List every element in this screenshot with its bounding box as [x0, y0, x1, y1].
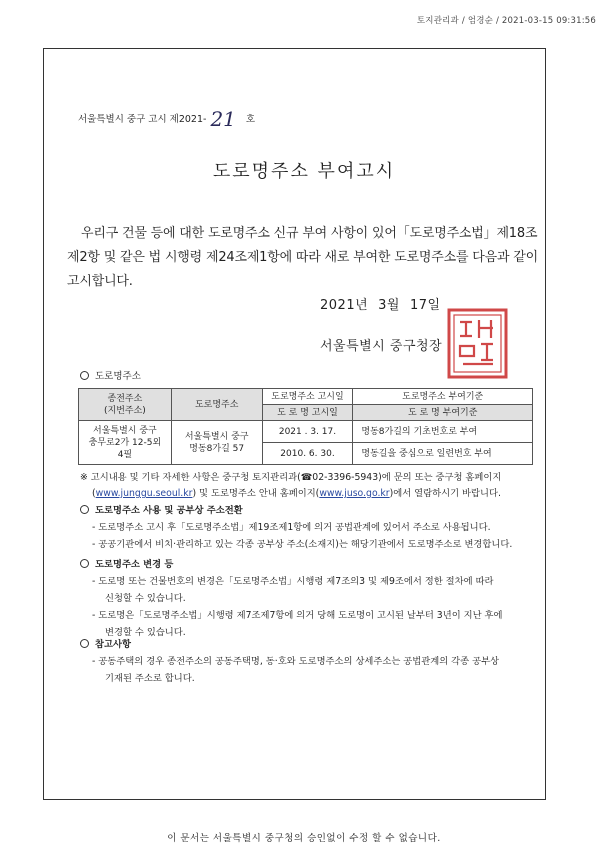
header-new-address: 도로명주소 [171, 389, 262, 421]
link-juso[interactable]: www.juso.go.kr [319, 488, 390, 499]
header-basis: 도로명주소 부여기준 [353, 389, 533, 405]
section-reference [80, 636, 540, 687]
date-day: 17일 [410, 298, 441, 313]
road-address-table [78, 388, 533, 465]
circle-bullet-icon [80, 559, 89, 568]
cell-old-address: 서울특별시 중구 충무로2가 12-5외 4필 [79, 421, 172, 465]
list-item: - 공동주택의 경우 종전주소의 공동주택명, 동·호와 도로명주소의 상세주소는 공법관계의 각종 공부상 [92, 656, 500, 667]
notice-body [67, 222, 543, 294]
issuer-name: 서울특별시 중구청장 [320, 339, 443, 354]
section-address-use [80, 502, 540, 553]
circle-bullet-icon [80, 371, 89, 380]
notice-date [320, 294, 451, 313]
section-road-address-heading [80, 368, 141, 382]
section-address-use-title: 도로명주소 사용 및 공부상 주소전환 [95, 505, 243, 516]
header-notice-date: 도로명주소 고시일 [262, 389, 353, 405]
notice-suffix: 호 [245, 114, 256, 125]
cell-date-1: 2021 . 3. 17. [262, 421, 353, 443]
list-item-continued: 신청할 수 있습니다. [105, 593, 186, 604]
document-header-stamp: 토지관리과 / 엄경순 / 2021-03-15 09:31:56 [416, 16, 596, 26]
section-address-change-title: 도로명주소 변경 등 [95, 559, 174, 570]
note-text-2: ) 및 도로명주소 안내 홈페이지( [192, 488, 320, 499]
list-item: - 도로명은「도로명주소법」시행령 제7조제7항에 의거 당해 도로명이 고시된 날부터 3년이 지난 후에 [92, 610, 503, 621]
handwritten-number: 21 [210, 107, 236, 131]
body-line-2: 제2항 및 같은 법 시행령 제24조제1항에 따라 새로 부여한 도로명주소를 다음과 같이 [67, 250, 538, 265]
header-road-notice-date: 도 로 명 고시일 [262, 405, 353, 421]
header-road-basis: 도 로 명 부여기준 [353, 405, 533, 421]
date-year: 2021년 [320, 298, 369, 313]
note-text-3: )에서 열람하시기 바랍니다. [389, 488, 501, 499]
list-item: - 도로명주소 고시 후「도로명주소법」제19조제1항에 의거 공법관계에 있어서 주소로 사용됩니다. [92, 522, 491, 533]
list-item: - 도로명 또는 건물번호의 변경은「도로명주소법」시행령 제7조의3 및 제9조에서 정한 절차에 따라 [92, 576, 494, 587]
cell-date-2: 2010. 6. 30. [262, 443, 353, 465]
notice-number [78, 103, 256, 131]
circle-bullet-icon [80, 639, 89, 648]
body-line-3: 고시합니다. [67, 274, 133, 289]
header-old-address: 종전주소 (지번주소) [79, 389, 172, 421]
list-item-continued: 변경할 수 있습니다. [105, 627, 186, 638]
section-reference-title: 참고사항 [95, 639, 131, 650]
list-item: - 공공기관에서 비치·관리하고 있는 각종 공부상 주소(소재지)는 해당기관에서 도로명주소로 변경합니다. [92, 539, 513, 550]
date-month: 3월 [378, 298, 400, 313]
list-item-continued: 기재된 주소로 합니다. [105, 673, 195, 684]
section-road-address-title: 도로명주소 [95, 371, 141, 382]
document-footer: 이 문서는 서울특별시 중구청의 승인없이 수정 할 수 없습니다. [167, 833, 441, 844]
inquiry-note: ※ 고시내용 및 기타 자세한 사항은 중구청 토지관리과(☎02-3396-5943)에 문의 또는 중구청 홈페이지 (www.junggu.seoul.kr) 및 도로명주소 안내 홈페이지(www.juso.go.kr)에서 열람하시기 바랍니다. [80, 472, 502, 499]
note-text-1: ※ 고시내용 및 기타 자세한 사항은 중구청 토지관리과(☎02-3396-5943)에 문의 또는 중구청 홈페이지 [80, 472, 502, 483]
section-address-change [80, 556, 540, 641]
official-seal-icon [445, 306, 510, 381]
cell-basis-1: 명동8가길의 기초번호로 부여 [353, 421, 533, 443]
notice-prefix: 서울특별시 중구 고시 제2021- [78, 114, 207, 125]
cell-new-address: 서울특별시 중구 명동8가길 57 [171, 421, 262, 465]
circle-bullet-icon [80, 505, 89, 514]
body-line-1: 우리구 건물 등에 대한 도로명주소 신규 부여 사항이 있어「도로명주소법」제18조 [81, 226, 538, 241]
document-title: 도로명주소 부여고시 [212, 161, 396, 182]
cell-basis-2: 명동길을 중심으로 일련번호 부여 [353, 443, 533, 465]
link-junggu[interactable]: www.junggu.seoul.kr [95, 488, 193, 499]
